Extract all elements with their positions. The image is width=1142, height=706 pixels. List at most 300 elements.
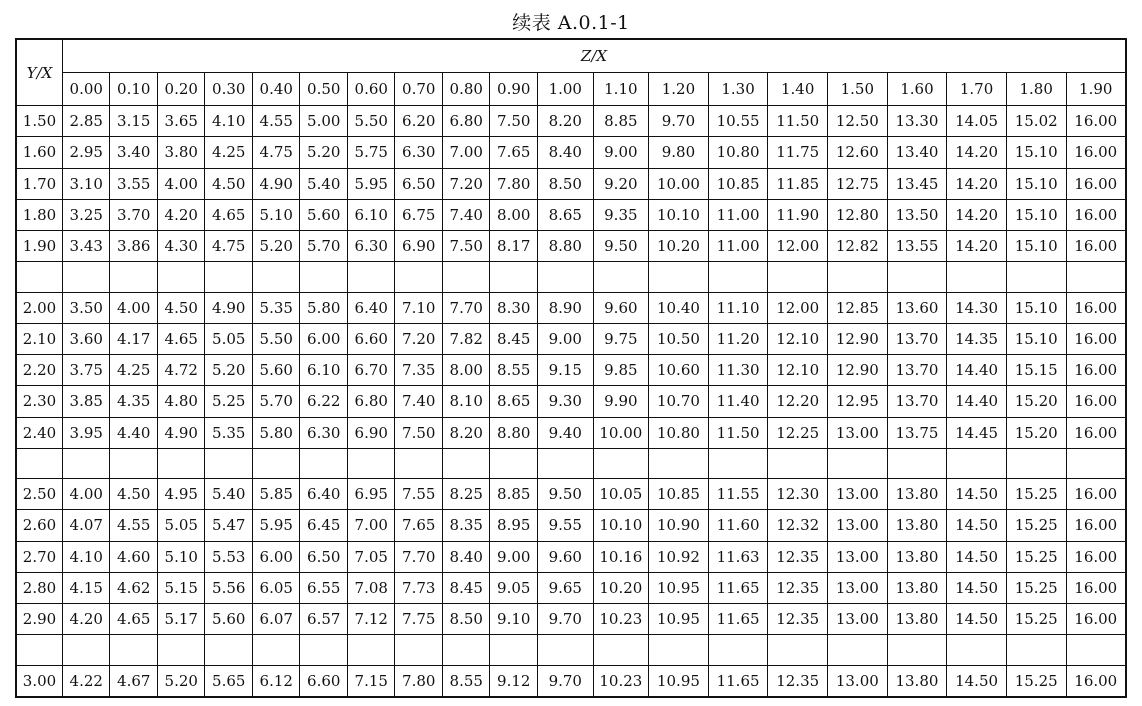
- table-cell: 12.35: [768, 604, 828, 635]
- table-cell: 3.15: [110, 106, 158, 137]
- table-cell: 12.90: [828, 323, 888, 354]
- empty-cell: [300, 635, 348, 665]
- empty-cell: [347, 448, 395, 478]
- spacer-row: [16, 448, 1126, 478]
- table-cell: 15.10: [1006, 323, 1066, 354]
- empty-cell: [110, 262, 158, 292]
- empty-cell: [16, 448, 62, 478]
- table-cell: 7.00: [347, 510, 395, 541]
- empty-cell: [887, 448, 947, 478]
- empty-cell: [708, 448, 768, 478]
- table-row: [16, 510, 1126, 541]
- table-row: [16, 168, 1126, 199]
- table-cell: 16.00: [1066, 168, 1126, 199]
- row-label: 2.90: [16, 604, 62, 635]
- table-cell: 8.80: [537, 231, 593, 262]
- row-label: 2.80: [16, 572, 62, 603]
- row-label: 2.30: [16, 386, 62, 417]
- column-header: 0.50: [300, 73, 348, 106]
- table-cell: 16.00: [1066, 137, 1126, 168]
- empty-cell: [947, 262, 1007, 292]
- table-cell: 5.75: [347, 137, 395, 168]
- table-cell: 8.20: [442, 417, 490, 448]
- table-cell: 8.85: [490, 479, 538, 510]
- column-header: 1.60: [887, 73, 947, 106]
- row-label: 2.10: [16, 323, 62, 354]
- table-row: [16, 323, 1126, 354]
- table-cell: 12.35: [768, 572, 828, 603]
- empty-cell: [768, 448, 828, 478]
- table-cell: 3.75: [62, 355, 110, 386]
- empty-cell: [828, 262, 888, 292]
- table-row: [16, 604, 1126, 635]
- table-cell: 5.65: [205, 665, 253, 697]
- table-cell: 13.80: [887, 479, 947, 510]
- table-cell: 11.10: [708, 292, 768, 323]
- column-header: 1.40: [768, 73, 828, 106]
- table-cell: 3.60: [62, 323, 110, 354]
- table-cell: 11.00: [708, 199, 768, 230]
- table-cell: 7.80: [490, 168, 538, 199]
- table-cell: 4.90: [157, 417, 205, 448]
- table-cell: 6.30: [347, 231, 395, 262]
- table-cell: 10.92: [649, 541, 709, 572]
- table-cell: 8.65: [490, 386, 538, 417]
- table-cell: 10.10: [593, 510, 649, 541]
- empty-cell: [110, 448, 158, 478]
- table-cell: 7.40: [442, 199, 490, 230]
- table-row: [16, 231, 1126, 262]
- table-cell: 12.30: [768, 479, 828, 510]
- table-cell: 8.40: [537, 137, 593, 168]
- table-cell: 16.00: [1066, 510, 1126, 541]
- table-cell: 10.95: [649, 665, 709, 697]
- table-cell: 15.10: [1006, 137, 1066, 168]
- table-cell: 8.85: [593, 106, 649, 137]
- empty-cell: [708, 635, 768, 665]
- table-cell: 6.95: [347, 479, 395, 510]
- column-header: 0.10: [110, 73, 158, 106]
- table-cell: 11.20: [708, 323, 768, 354]
- table-cell: 12.35: [768, 541, 828, 572]
- table-cell: 5.25: [205, 386, 253, 417]
- table-cell: 8.35: [442, 510, 490, 541]
- table-cell: 4.67: [110, 665, 158, 697]
- table-row: [16, 355, 1126, 386]
- table-cell: 8.45: [490, 323, 538, 354]
- table-cell: 5.20: [157, 665, 205, 697]
- table-cell: 4.65: [110, 604, 158, 635]
- table-cell: 5.40: [300, 168, 348, 199]
- table-cell: 12.95: [828, 386, 888, 417]
- table-cell: 8.25: [442, 479, 490, 510]
- table-cell: 7.65: [490, 137, 538, 168]
- table-cell: 13.40: [887, 137, 947, 168]
- table-cell: 3.55: [110, 168, 158, 199]
- table-cell: 14.20: [947, 137, 1007, 168]
- table-cell: 15.10: [1006, 292, 1066, 323]
- column-header-row: [16, 73, 1126, 106]
- table-cell: 10.55: [708, 106, 768, 137]
- empty-cell: [537, 448, 593, 478]
- empty-cell: [593, 262, 649, 292]
- table-cell: 16.00: [1066, 665, 1126, 697]
- table-cell: 2.85: [62, 106, 110, 137]
- column-header: 0.30: [205, 73, 253, 106]
- table-cell: 5.80: [252, 417, 300, 448]
- table-cell: 5.17: [157, 604, 205, 635]
- table-cell: 8.55: [490, 355, 538, 386]
- table-cell: 4.10: [62, 541, 110, 572]
- table-cell: 15.25: [1006, 479, 1066, 510]
- table-cell: 6.40: [347, 292, 395, 323]
- table-cell: 9.60: [593, 292, 649, 323]
- table-cell: 7.10: [395, 292, 443, 323]
- table-cell: 7.70: [442, 292, 490, 323]
- table-cell: 14.30: [947, 292, 1007, 323]
- table-cell: 10.23: [593, 604, 649, 635]
- table-cell: 9.80: [649, 137, 709, 168]
- table-cell: 4.50: [205, 168, 253, 199]
- table-cell: 10.16: [593, 541, 649, 572]
- empty-cell: [16, 262, 62, 292]
- table-row: [16, 541, 1126, 572]
- table-cell: 4.17: [110, 323, 158, 354]
- column-header: 1.20: [649, 73, 709, 106]
- empty-cell: [1006, 262, 1066, 292]
- empty-cell: [828, 448, 888, 478]
- table-cell: 13.80: [887, 510, 947, 541]
- table-cell: 10.60: [649, 355, 709, 386]
- empty-cell: [395, 262, 443, 292]
- table-cell: 12.00: [768, 231, 828, 262]
- table-cell: 5.15: [157, 572, 205, 603]
- table-cell: 16.00: [1066, 323, 1126, 354]
- table-cell: 13.00: [828, 604, 888, 635]
- table-cell: 7.55: [395, 479, 443, 510]
- table-cell: 4.72: [157, 355, 205, 386]
- table-cell: 6.10: [347, 199, 395, 230]
- table-cell: 8.90: [537, 292, 593, 323]
- empty-cell: [947, 635, 1007, 665]
- table-cell: 14.50: [947, 572, 1007, 603]
- table-cell: 6.10: [300, 355, 348, 386]
- table-cell: 4.65: [157, 323, 205, 354]
- table-cell: 6.55: [300, 572, 348, 603]
- empty-cell: [947, 448, 1007, 478]
- table-cell: 11.50: [708, 417, 768, 448]
- row-label: 2.50: [16, 479, 62, 510]
- table-cell: 9.50: [593, 231, 649, 262]
- empty-cell: [347, 262, 395, 292]
- table-cell: 14.05: [947, 106, 1007, 137]
- empty-cell: [887, 635, 947, 665]
- table-cell: 4.25: [110, 355, 158, 386]
- table-cell: 8.30: [490, 292, 538, 323]
- row-label: 1.70: [16, 168, 62, 199]
- table-cell: 12.35: [768, 665, 828, 697]
- table-cell: 6.70: [347, 355, 395, 386]
- table-cell: 12.75: [828, 168, 888, 199]
- table-cell: 4.55: [110, 510, 158, 541]
- table-cell: 12.80: [828, 199, 888, 230]
- table-cell: 3.25: [62, 199, 110, 230]
- empty-cell: [62, 448, 110, 478]
- empty-cell: [649, 262, 709, 292]
- table-cell: 9.40: [537, 417, 593, 448]
- column-header: 0.70: [395, 73, 443, 106]
- table-cell: 10.85: [708, 168, 768, 199]
- table-cell: 14.20: [947, 231, 1007, 262]
- table-cell: 13.75: [887, 417, 947, 448]
- table-cell: 9.60: [537, 541, 593, 572]
- column-header: 1.30: [708, 73, 768, 106]
- table-cell: 7.15: [347, 665, 395, 697]
- table-cell: 15.10: [1006, 168, 1066, 199]
- table-cell: 7.05: [347, 541, 395, 572]
- table-cell: 8.00: [442, 355, 490, 386]
- table-cell: 5.70: [252, 386, 300, 417]
- table-cell: 14.50: [947, 541, 1007, 572]
- empty-cell: [110, 635, 158, 665]
- table-cell: 3.50: [62, 292, 110, 323]
- table-cell: 10.95: [649, 604, 709, 635]
- table-cell: 11.65: [708, 665, 768, 697]
- table-cell: 5.56: [205, 572, 253, 603]
- table-row: [16, 479, 1126, 510]
- table-cell: 4.80: [157, 386, 205, 417]
- table-cell: 5.70: [300, 231, 348, 262]
- row-label: 2.20: [16, 355, 62, 386]
- table-row: [16, 417, 1126, 448]
- spacer-row: [16, 262, 1126, 292]
- table-cell: 3.95: [62, 417, 110, 448]
- table-cell: 11.00: [708, 231, 768, 262]
- empty-cell: [252, 635, 300, 665]
- coefficient-table: [15, 38, 1127, 698]
- table-cell: 4.95: [157, 479, 205, 510]
- column-header: 1.10: [593, 73, 649, 106]
- table-cell: 15.20: [1006, 417, 1066, 448]
- empty-cell: [490, 448, 538, 478]
- table-cell: 7.80: [395, 665, 443, 697]
- table-cell: 8.80: [490, 417, 538, 448]
- empty-cell: [205, 635, 253, 665]
- table-cell: 7.40: [395, 386, 443, 417]
- table-cell: 5.20: [252, 231, 300, 262]
- table-cell: 12.32: [768, 510, 828, 541]
- empty-cell: [887, 262, 947, 292]
- table-cell: 14.45: [947, 417, 1007, 448]
- row-label: 1.60: [16, 137, 62, 168]
- empty-cell: [649, 448, 709, 478]
- table-cell: 5.10: [252, 199, 300, 230]
- table-row: [16, 137, 1126, 168]
- table-cell: 16.00: [1066, 604, 1126, 635]
- table-cell: 15.25: [1006, 572, 1066, 603]
- table-cell: 12.50: [828, 106, 888, 137]
- table-cell: 9.85: [593, 355, 649, 386]
- empty-cell: [347, 635, 395, 665]
- table-cell: 9.70: [649, 106, 709, 137]
- table-cell: 14.35: [947, 323, 1007, 354]
- empty-cell: [768, 635, 828, 665]
- table-cell: 3.43: [62, 231, 110, 262]
- table-cell: 13.00: [828, 541, 888, 572]
- table-cell: 5.00: [300, 106, 348, 137]
- empty-cell: [205, 448, 253, 478]
- table-cell: 6.20: [395, 106, 443, 137]
- table-row: [16, 665, 1126, 697]
- table-cell: 15.15: [1006, 355, 1066, 386]
- table-cell: 13.00: [828, 572, 888, 603]
- table-cell: 13.80: [887, 541, 947, 572]
- table-cell: 4.30: [157, 231, 205, 262]
- table-cell: 9.05: [490, 572, 538, 603]
- table-cell: 7.50: [490, 106, 538, 137]
- empty-cell: [442, 448, 490, 478]
- table-cell: 13.80: [887, 604, 947, 635]
- table-cell: 10.10: [649, 199, 709, 230]
- table-cell: 10.20: [593, 572, 649, 603]
- table-cell: 16.00: [1066, 479, 1126, 510]
- table-cell: 5.60: [252, 355, 300, 386]
- table-cell: 13.70: [887, 386, 947, 417]
- table-cell: 5.85: [252, 479, 300, 510]
- table-cell: 3.80: [157, 137, 205, 168]
- empty-cell: [490, 262, 538, 292]
- table-cell: 5.10: [157, 541, 205, 572]
- table-cell: 11.75: [768, 137, 828, 168]
- table-title: 续表 A.0.1-1: [512, 12, 630, 34]
- table-cell: 10.40: [649, 292, 709, 323]
- table-cell: 7.50: [395, 417, 443, 448]
- table-row: [16, 386, 1126, 417]
- table-cell: 16.00: [1066, 106, 1126, 137]
- column-header: 0.40: [252, 73, 300, 106]
- table-cell: 5.60: [205, 604, 253, 635]
- table-cell: 5.40: [205, 479, 253, 510]
- table-cell: 4.50: [110, 479, 158, 510]
- table-cell: 4.00: [62, 479, 110, 510]
- empty-cell: [252, 448, 300, 478]
- table-cell: 5.60: [300, 199, 348, 230]
- column-header: 1.90: [1066, 73, 1126, 106]
- table-cell: 7.00: [442, 137, 490, 168]
- zx-header: Z/X: [62, 39, 1126, 73]
- table-cell: 3.85: [62, 386, 110, 417]
- empty-cell: [649, 635, 709, 665]
- table-cell: 5.20: [300, 137, 348, 168]
- table-cell: 9.00: [593, 137, 649, 168]
- table-cell: 11.90: [768, 199, 828, 230]
- table-cell: 6.00: [300, 323, 348, 354]
- table-cell: 4.65: [205, 199, 253, 230]
- table-cell: 6.12: [252, 665, 300, 697]
- table-cell: 8.55: [442, 665, 490, 697]
- table-row: [16, 199, 1126, 230]
- table-row: [16, 572, 1126, 603]
- table-cell: 3.65: [157, 106, 205, 137]
- table-cell: 4.22: [62, 665, 110, 697]
- column-header: 1.50: [828, 73, 888, 106]
- empty-cell: [442, 635, 490, 665]
- empty-cell: [768, 262, 828, 292]
- table-cell: 11.65: [708, 604, 768, 635]
- table-cell: 10.20: [649, 231, 709, 262]
- table-cell: 2.95: [62, 137, 110, 168]
- column-header: 0.00: [62, 73, 110, 106]
- table-cell: 9.90: [593, 386, 649, 417]
- table-cell: 15.25: [1006, 604, 1066, 635]
- table-cell: 6.75: [395, 199, 443, 230]
- row-label: 1.50: [16, 106, 62, 137]
- table-cell: 11.60: [708, 510, 768, 541]
- table-cell: 14.20: [947, 199, 1007, 230]
- empty-cell: [1066, 262, 1126, 292]
- table-cell: 4.50: [157, 292, 205, 323]
- empty-cell: [205, 262, 253, 292]
- table-cell: 3.10: [62, 168, 110, 199]
- empty-cell: [490, 635, 538, 665]
- table-cell: 11.30: [708, 355, 768, 386]
- table-cell: 6.07: [252, 604, 300, 635]
- table-cell: 10.05: [593, 479, 649, 510]
- table-cell: 16.00: [1066, 355, 1126, 386]
- table-cell: 9.30: [537, 386, 593, 417]
- empty-cell: [1006, 448, 1066, 478]
- column-header: 1.70: [947, 73, 1007, 106]
- column-header: 1.80: [1006, 73, 1066, 106]
- empty-cell: [1066, 448, 1126, 478]
- table-cell: 5.80: [300, 292, 348, 323]
- table-cell: 12.60: [828, 137, 888, 168]
- table-cell: 3.40: [110, 137, 158, 168]
- table-cell: 11.85: [768, 168, 828, 199]
- table-cell: 5.53: [205, 541, 253, 572]
- table-cell: 4.20: [62, 604, 110, 635]
- table-cell: 13.00: [828, 417, 888, 448]
- table-cell: 13.70: [887, 323, 947, 354]
- table-cell: 4.25: [205, 137, 253, 168]
- table-cell: 16.00: [1066, 417, 1126, 448]
- table-cell: 9.75: [593, 323, 649, 354]
- table-cell: 6.22: [300, 386, 348, 417]
- column-header: 1.00: [537, 73, 593, 106]
- table-cell: 6.45: [300, 510, 348, 541]
- table-cell: 9.50: [537, 479, 593, 510]
- empty-cell: [593, 635, 649, 665]
- table-cell: 12.85: [828, 292, 888, 323]
- table-cell: 7.20: [442, 168, 490, 199]
- table-cell: 7.70: [395, 541, 443, 572]
- empty-cell: [62, 635, 110, 665]
- table-cell: 13.80: [887, 665, 947, 697]
- table-cell: 7.73: [395, 572, 443, 603]
- table-cell: 5.35: [205, 417, 253, 448]
- table-cell: 7.35: [395, 355, 443, 386]
- table-cell: 9.65: [537, 572, 593, 603]
- table-cell: 12.10: [768, 323, 828, 354]
- empty-cell: [708, 262, 768, 292]
- table-cell: 8.20: [537, 106, 593, 137]
- empty-cell: [1006, 635, 1066, 665]
- table-cell: 4.90: [252, 168, 300, 199]
- table-cell: 6.60: [300, 665, 348, 697]
- table-cell: 13.00: [828, 479, 888, 510]
- empty-cell: [157, 262, 205, 292]
- table-cell: 15.25: [1006, 510, 1066, 541]
